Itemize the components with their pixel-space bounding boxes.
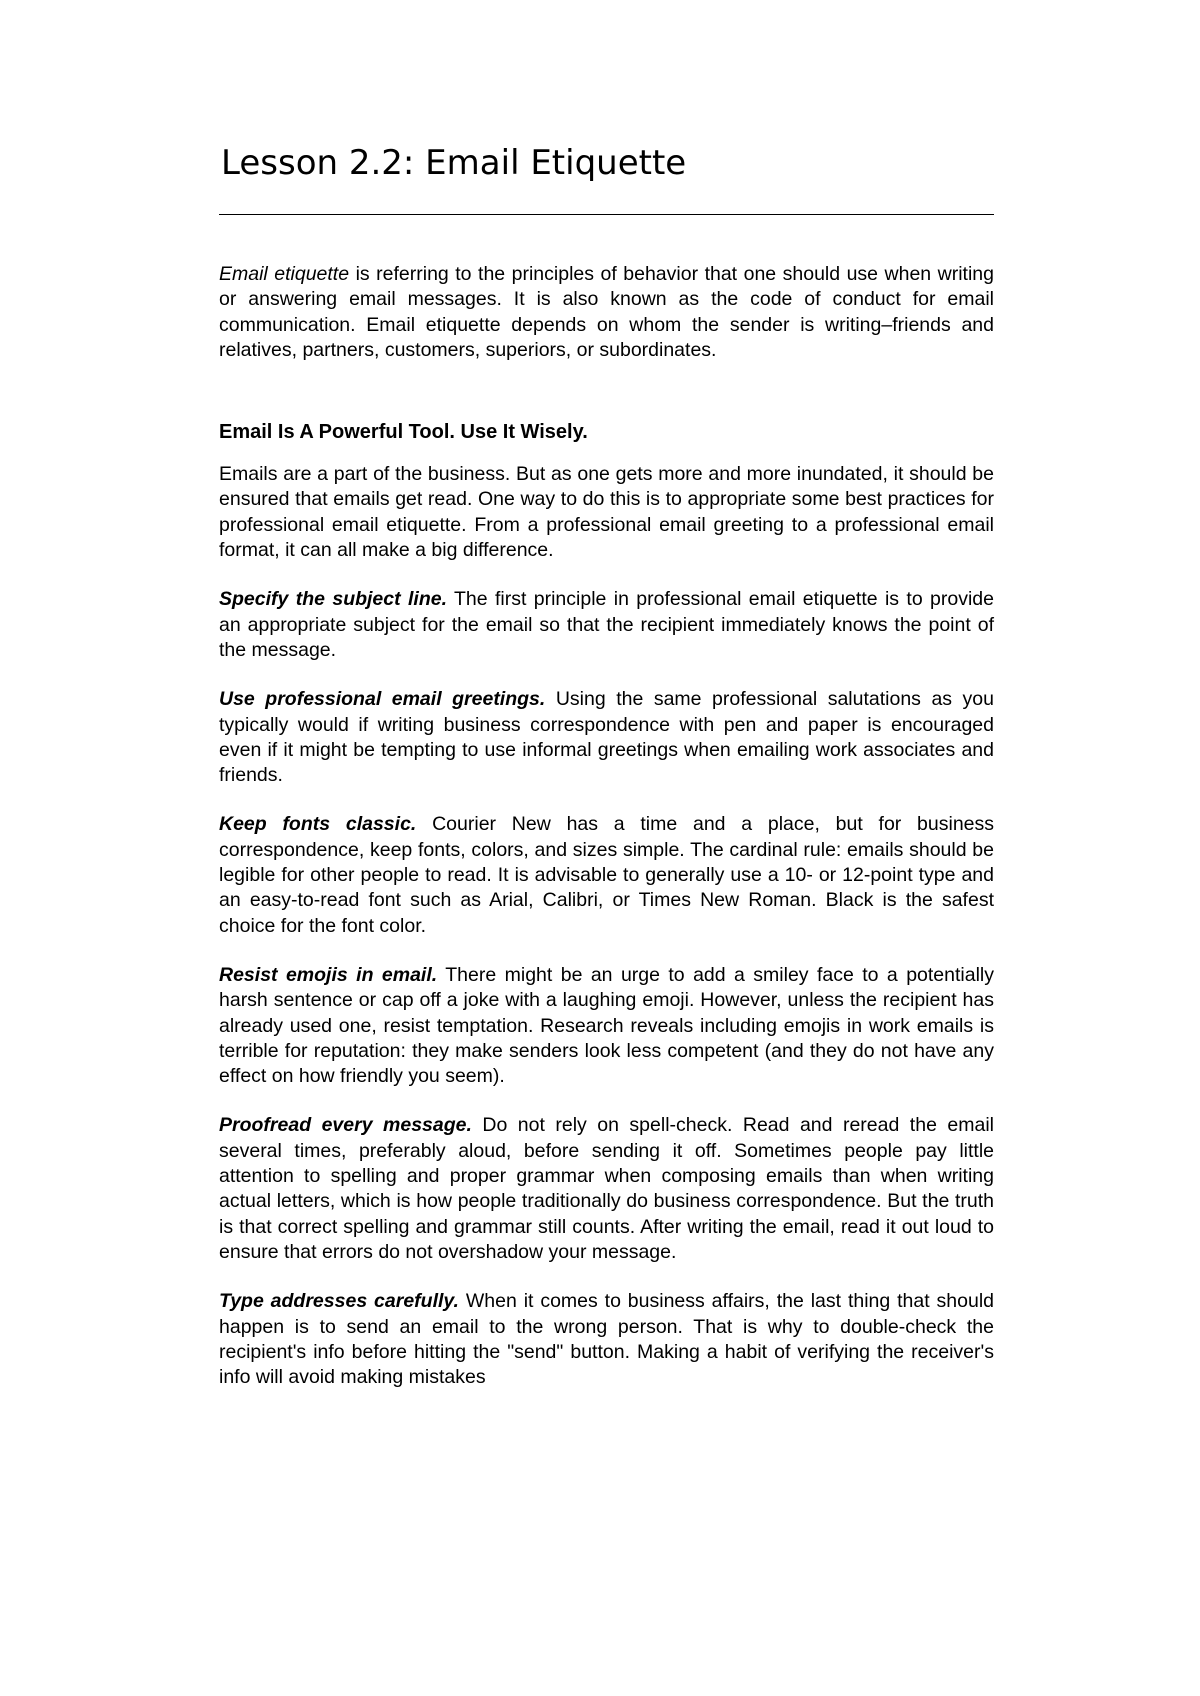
tip-proofread <box>219 1113 994 1265</box>
title-divider <box>219 214 994 215</box>
tip-text: The first principle in professional email etiquette is to provide an appropriate subject for the email so that the recipient immediately knows the point of the message. <box>219 588 994 661</box>
tip-subject-line <box>219 587 994 663</box>
tip-text: Using the same professional salutations as you typically would if writing business correspondence with pen and paper is encouraged even if it might be tempting to use informal greetings when emailing work associates and friends. <box>219 688 994 787</box>
tip-text: Courier New has a time and a place, but for business correspondence, keep fonts, colors, and sizes simple. The cardinal rule: emails should be legible for other people to read. It is advisable to generally use a 10- or 12-point type and an easy-to-read font such as Arial, Calibri, or Times New Roman. Black is the safest choice for the font color. <box>219 813 995 937</box>
overview-paragraph: Emails are a part of the business. But as one gets more and more inundated, it should be ensured that emails get read. One way to do this is to appropriate some best practices for professional email etiquette. From a professional email greeting to a professional email format, it can all make a big difference. <box>219 463 994 562</box>
tip-lead: Specify the subject line. <box>219 588 447 611</box>
intro-text: is referring to the principles of behavior that one should use when writing or answering email messages. It is also known as the code of conduct for email communication. Email etiquette depends on whom the sender is writing–friends and relatives, partners, customers, superiors, or subordinates. <box>219 263 994 361</box>
document-page <box>219 0 994 1696</box>
tip-lead: Use professional email greetings. <box>219 688 546 711</box>
page-title: Lesson 2.2: Email Etiquette <box>221 143 687 183</box>
tip-text: There might be an urge to add a smiley face to a potentially harsh sentence or cap off a joke with a laughing emoji. However, unless the recipient has already used one, resist temptation. Research reveals including emojis in work emails is terrible for reputation: they make senders look less competent (and they do not have any effect on how friendly you seem). <box>219 963 995 1088</box>
tip-lead: Keep fonts classic. <box>219 813 417 836</box>
intro-term: Email etiquette <box>219 263 350 285</box>
tip-lead: Type addresses carefully. <box>219 1290 459 1313</box>
tip-text: When it comes to business affairs, the last thing that should happen is to send an email to the wrong person. That is why to double-check the recipient's info before hitting the "send" button. Making a habit of verifying the receiver's info will avoid making mistakes <box>219 1290 994 1389</box>
tip-emojis <box>219 963 994 1089</box>
intro-paragraph <box>219 262 994 363</box>
tip-addresses <box>219 1289 994 1390</box>
tip-greetings <box>219 687 994 788</box>
tip-fonts <box>219 812 994 938</box>
tip-lead: Resist emojis in email. <box>219 963 438 986</box>
tip-lead: Proofread every message. <box>219 1114 472 1137</box>
tip-text: Do not rely on spell-check. Read and reread the email several times, preferably aloud, before sending it off. Sometimes people pay little attention to spelling and proper grammar when composing emails than when writing actual letters, which is how people traditionally do business correspondence. But the truth is that correct spelling and grammar still counts. After writing the email, read it out loud to ensure that errors do not overshadow your message. <box>219 1114 994 1263</box>
section-heading: Email Is A Powerful Tool. Use It Wisely. <box>219 421 588 444</box>
document-body <box>219 262 994 1414</box>
